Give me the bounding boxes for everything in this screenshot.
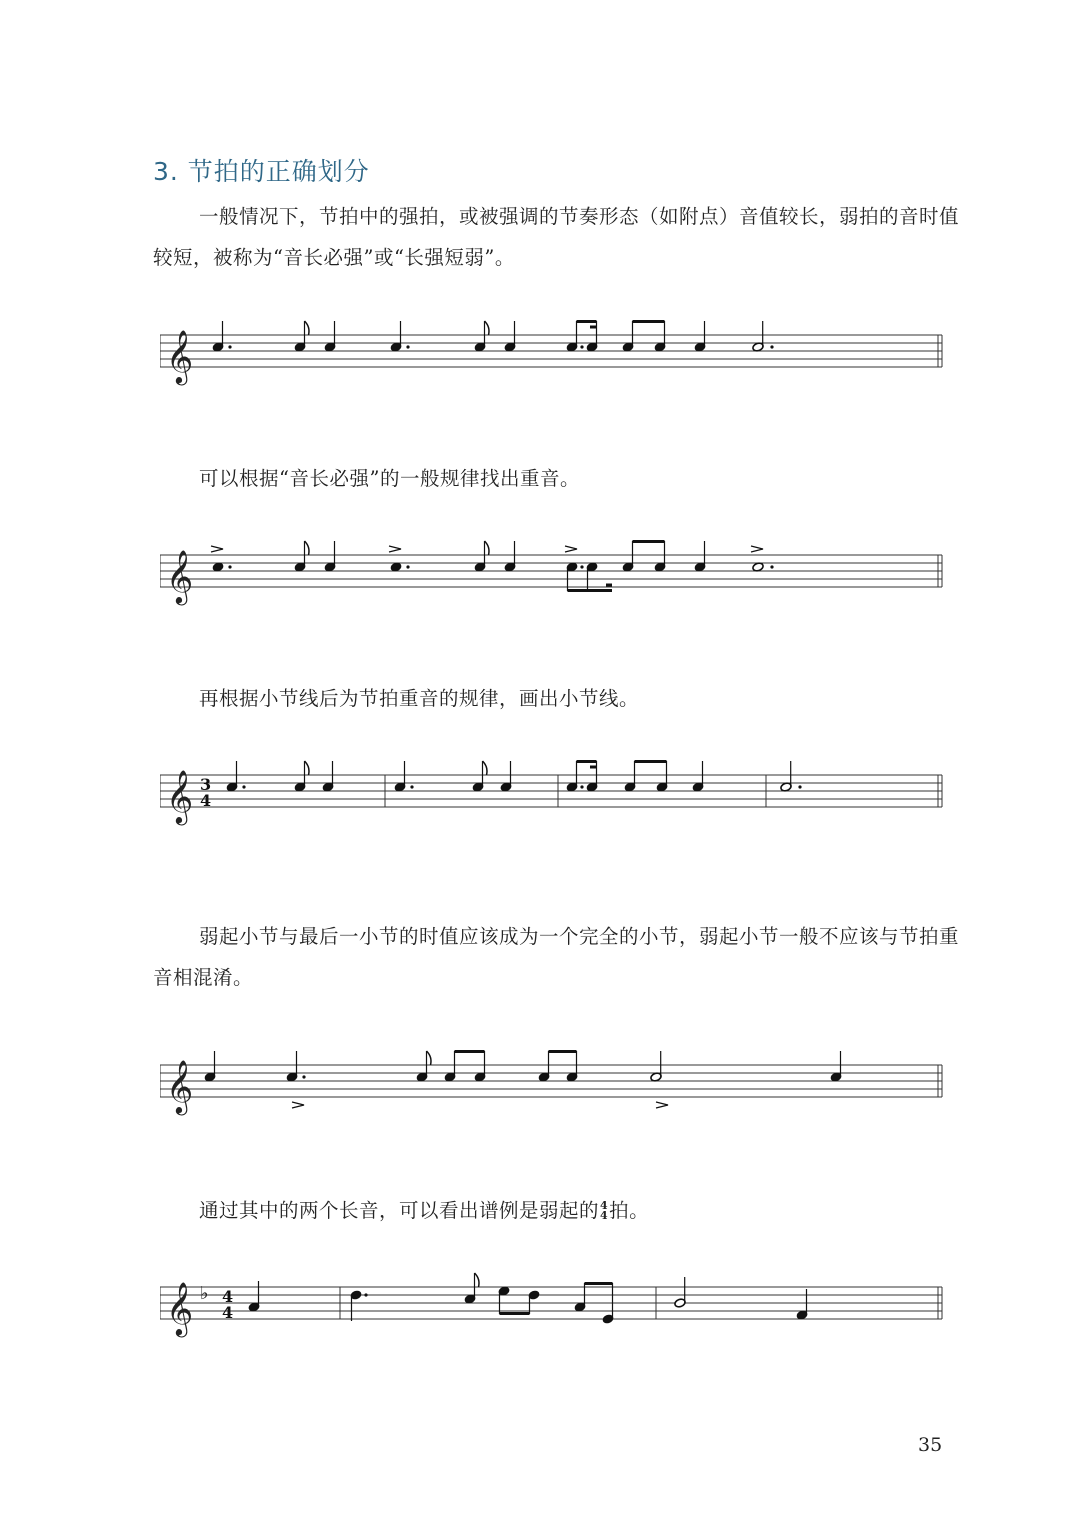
paragraph-5-text: 通过其中的两个长音，可以看出谱例是弱起的 bbox=[199, 1199, 600, 1222]
page-number: 35 bbox=[918, 1434, 943, 1456]
staff-lines bbox=[160, 1287, 942, 1319]
dot bbox=[410, 785, 413, 788]
dot bbox=[242, 785, 245, 788]
staff-lines bbox=[160, 1065, 942, 1097]
accent-mark bbox=[656, 1102, 668, 1108]
dot bbox=[228, 345, 231, 348]
treble-clef-icon: 𝄞 bbox=[166, 769, 194, 823]
dot bbox=[364, 1293, 367, 1296]
paragraph-2 bbox=[153, 458, 961, 499]
inline-time-signature bbox=[600, 1201, 608, 1221]
paragraph-1 bbox=[153, 196, 961, 278]
dot bbox=[406, 345, 409, 348]
paragraph-4-text: 弱起小节与最后一小节的时值应该成为一个完全的小节，弱起小节一般不应该与节拍重音相混淆。 bbox=[153, 925, 960, 989]
accent-mark bbox=[751, 546, 763, 552]
paragraph-2-text: 可以根据“音长必强”的一般规律找出重音。 bbox=[199, 467, 580, 490]
staff-lines bbox=[160, 555, 942, 587]
paragraph-3 bbox=[153, 678, 961, 719]
score-example-4 bbox=[160, 1050, 950, 1140]
time-signature-bottom: 4 bbox=[222, 1303, 234, 1322]
dot bbox=[228, 565, 231, 568]
accent-mark bbox=[211, 546, 223, 552]
treble-clef-icon: 𝄞 bbox=[166, 549, 194, 603]
dot bbox=[302, 1075, 305, 1078]
staff-lines bbox=[160, 775, 942, 807]
accent-mark bbox=[389, 546, 401, 552]
score-example-1 bbox=[160, 320, 950, 410]
treble-clef-icon: 𝄞 bbox=[166, 1059, 194, 1113]
dot bbox=[798, 785, 801, 788]
score-example-5 bbox=[160, 1272, 950, 1362]
treble-clef-icon: 𝄞 bbox=[166, 329, 194, 383]
dot bbox=[580, 565, 583, 568]
paragraph-5 bbox=[153, 1190, 961, 1231]
time-signature-top: 3 bbox=[200, 775, 212, 794]
treble-clef-icon: 𝄞 bbox=[166, 1281, 194, 1335]
flat-icon: ♭ bbox=[200, 1283, 209, 1304]
time-signature-bottom: 4 bbox=[200, 791, 212, 810]
paragraph-5-text-end: 拍。 bbox=[609, 1199, 650, 1222]
accent-mark bbox=[565, 546, 577, 552]
dot bbox=[406, 565, 409, 568]
score-example-3 bbox=[160, 760, 950, 850]
dot bbox=[770, 345, 773, 348]
dot bbox=[770, 565, 773, 568]
paragraph-4 bbox=[153, 916, 961, 998]
dot bbox=[580, 785, 583, 788]
section-heading: 3. 节拍的正确划分 bbox=[153, 157, 370, 186]
paragraph-1-text: 一般情况下，节拍中的强拍，或被强调的节奏形态（如附点）音值较长，弱拍的音时值较短，被称为“音长必强”或“长强短弱”。 bbox=[153, 205, 960, 269]
inline-time-signature-bottom: 4 bbox=[600, 1209, 609, 1222]
inline-time-signature-top: 4 bbox=[600, 1199, 609, 1212]
dot bbox=[580, 345, 583, 348]
staff-lines bbox=[160, 335, 942, 367]
time-signature-top: 4 bbox=[222, 1287, 234, 1306]
score-example-2 bbox=[160, 540, 950, 630]
paragraph-3-text: 再根据小节线后为节拍重音的规律，画出小节线。 bbox=[199, 687, 640, 710]
accent-mark bbox=[292, 1102, 304, 1108]
